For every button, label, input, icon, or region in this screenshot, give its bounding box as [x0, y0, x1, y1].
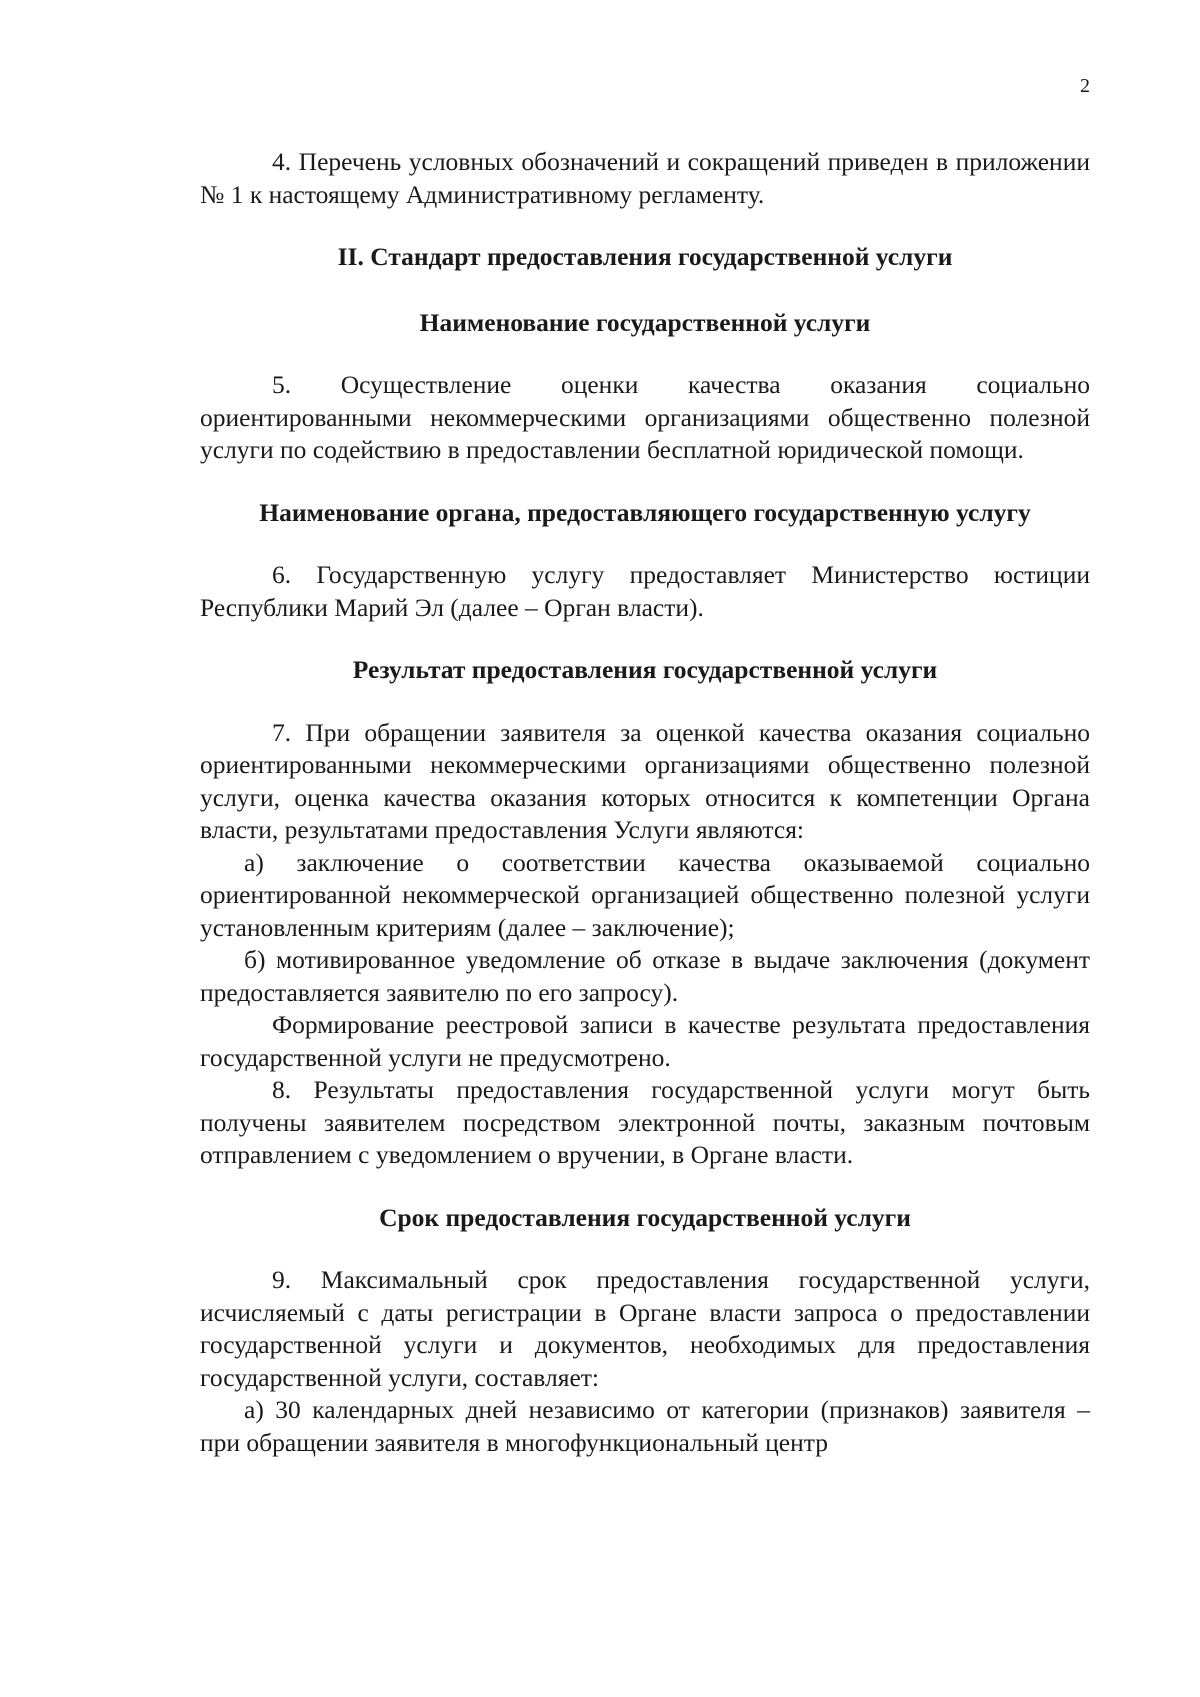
- page-number: 2: [1080, 75, 1090, 97]
- document-body: [200, 146, 1090, 1459]
- heading-service-result: Результат предоставления государственной услуги: [352, 655, 938, 684]
- paragraph-7: 7. При обращении заявителя за оценкой качества оказания социально ориентированными некоммерческими организациями общественно полезной услуги, оценка качества оказания которых относится к компетенции Органа власти, результатами предоставления Услуги являются:: [200, 717, 1090, 844]
- paragraph-9: 9. Максимальный срок предоставления государственной услуги, исчисляемый с даты регистрации в Органе власти запроса о предоставлении государственной услуги и документов, необходимых для предоставления государственной услуги, составляет:: [200, 1265, 1090, 1392]
- paragraph-9-item-a: а) 30 календарных дней независимо от категории (признаков) заявителя – при обращении заявителя в многофункциональный центр: [200, 1395, 1090, 1457]
- paragraph-5: 5. Осуществление оценки качества оказания социально ориентированными некоммерческими организациями общественно полезной услуги по содействию в предоставлении бесплатной юридической помощи.: [200, 370, 1090, 464]
- paragraph-6: 6. Государственную услугу предоставляет Министерство юстиции Республики Марий Эл (далее – Орган власти).: [200, 560, 1090, 622]
- paragraph-7-item-a: а) заключение о соответствии качества оказываемой социально ориентированной некоммерческой организацией общественно полезной услуги установленным критериям (далее – заключение);: [200, 847, 1090, 942]
- heading-service-name: Наименование государственной услуги: [419, 307, 871, 337]
- paragraph-7-item-b: б) мотивированное уведомление об отказе в выдаче заключения (документ предоставляется заявителю по его запросу).: [200, 945, 1090, 1007]
- paragraph-8: 8. Результаты предоставления государственной услуги могут быть получены заявителем посредством электронной почты, заказным почтовым отправлением с уведомлением о вручении, в Органе власти.: [200, 1075, 1090, 1169]
- paragraph-4: 4. Перечень условных обозначений и сокращений приведен в приложении № 1 к настоящему Административному регламенту.: [200, 147, 1090, 209]
- paragraph-registry-record: Формирование реестровой записи в качестве результата предоставления государственной услуги не предусмотрено.: [200, 1010, 1090, 1072]
- heading-authority-name: Наименование органа, предоставляющего государственную услугу: [259, 497, 1031, 527]
- heading-service-term: Срок предоставления государственной услуги: [379, 1202, 911, 1232]
- section-heading-standard: II. Стандарт предоставления государственной услуги: [337, 242, 953, 271]
